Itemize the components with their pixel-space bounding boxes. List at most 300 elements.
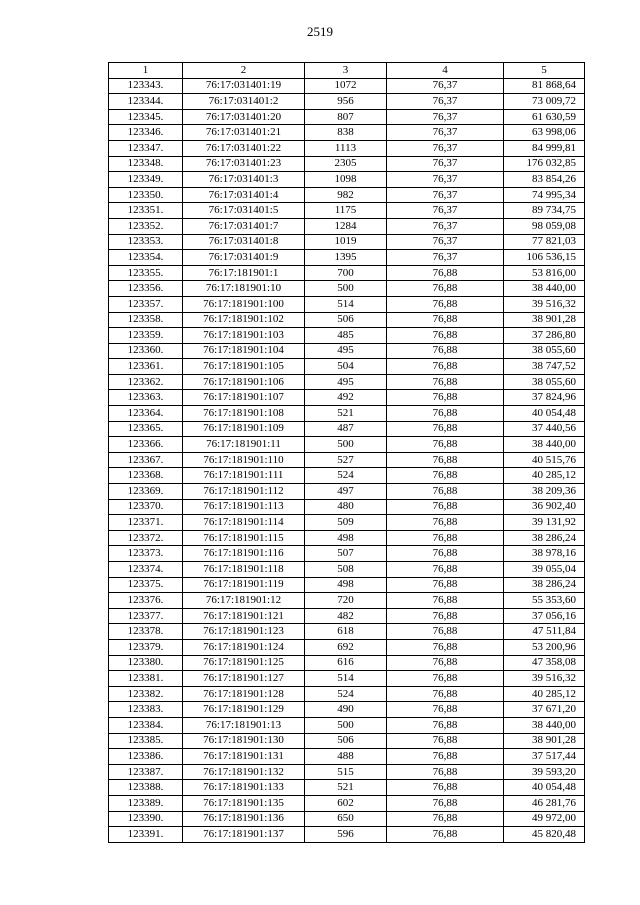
table-cell-col4: 76,88 (387, 639, 504, 655)
table-cell-col5: 38 055,60 (504, 343, 585, 359)
table-row (109, 717, 585, 733)
table-cell-col5: 40 285,12 (504, 468, 585, 484)
table-cell-col5: 38 901,28 (504, 733, 585, 749)
column-header-3: 3 (305, 63, 387, 79)
table-row (109, 343, 585, 359)
table-row (109, 608, 585, 624)
table-cell-col2: 76:17:031401:4 (183, 187, 305, 203)
table-row (109, 562, 585, 578)
table-cell-col4: 76,88 (387, 468, 504, 484)
table-row (109, 749, 585, 765)
table-cell-col1: 123364. (109, 406, 183, 422)
table-cell-col5: 39 055,04 (504, 562, 585, 578)
table-cell-col3: 515 (305, 764, 387, 780)
table-cell-col5: 49 972,00 (504, 811, 585, 827)
table-row (109, 312, 585, 328)
table-row (109, 234, 585, 250)
table-cell-col5: 47 358,08 (504, 655, 585, 671)
table-cell-col2: 76:17:181901:124 (183, 639, 305, 655)
table-cell-col4: 76,88 (387, 546, 504, 562)
table-cell-col3: 500 (305, 281, 387, 297)
table-cell-col2: 76:17:181901:107 (183, 390, 305, 406)
table-row (109, 296, 585, 312)
table-cell-col4: 76,88 (387, 515, 504, 531)
table-cell-col2: 76:17:181901:10 (183, 281, 305, 297)
table-cell-col5: 38 055,60 (504, 374, 585, 390)
table-cell-col3: 485 (305, 328, 387, 344)
table-cell-col5: 38 440,00 (504, 281, 585, 297)
table-cell-col4: 76,37 (387, 94, 504, 110)
table-row (109, 639, 585, 655)
table-cell-col5: 46 281,76 (504, 795, 585, 811)
table-cell-col3: 500 (305, 437, 387, 453)
table-cell-col1: 123348. (109, 156, 183, 172)
table-row (109, 780, 585, 796)
table-cell-col2: 76:17:181901:118 (183, 562, 305, 578)
table-cell-col3: 1175 (305, 203, 387, 219)
table-cell-col3: 1098 (305, 172, 387, 188)
table-cell-col2: 76:17:181901:137 (183, 827, 305, 843)
table-row (109, 218, 585, 234)
table-cell-col5: 89 734,75 (504, 203, 585, 219)
table-row (109, 827, 585, 843)
table-row (109, 94, 585, 110)
table-cell-col1: 123379. (109, 639, 183, 655)
table-cell-col5: 40 285,12 (504, 686, 585, 702)
table-cell-col1: 123358. (109, 312, 183, 328)
table-cell-col4: 76,88 (387, 655, 504, 671)
table-cell-col4: 76,37 (387, 156, 504, 172)
table-cell-col2: 76:17:181901:115 (183, 530, 305, 546)
table-cell-col4: 76,37 (387, 218, 504, 234)
table-cell-col1: 123356. (109, 281, 183, 297)
table-cell-col2: 76:17:181901:127 (183, 671, 305, 687)
table-cell-col5: 84 999,81 (504, 140, 585, 156)
table-cell-col1: 123382. (109, 686, 183, 702)
table-cell-col1: 123383. (109, 702, 183, 718)
table-cell-col5: 37 671,20 (504, 702, 585, 718)
table-cell-col3: 692 (305, 639, 387, 655)
table-cell-col4: 76,88 (387, 593, 504, 609)
table-cell-col1: 123355. (109, 265, 183, 281)
table-cell-col3: 720 (305, 593, 387, 609)
table-row (109, 546, 585, 562)
table-row (109, 78, 585, 94)
table-row (109, 328, 585, 344)
table-cell-col3: 602 (305, 795, 387, 811)
table-cell-col4: 76,88 (387, 530, 504, 546)
table-cell-col3: 1284 (305, 218, 387, 234)
table-cell-col2: 76:17:181901:105 (183, 359, 305, 375)
table-cell-col5: 45 820,48 (504, 827, 585, 843)
table-cell-col1: 123378. (109, 624, 183, 640)
table-row (109, 624, 585, 640)
table-cell-col5: 61 630,59 (504, 109, 585, 125)
data-table (108, 62, 585, 843)
table-cell-col3: 495 (305, 374, 387, 390)
table-cell-col5: 77 821,03 (504, 234, 585, 250)
table-cell-col2: 76:17:031401:23 (183, 156, 305, 172)
table-cell-col3: 700 (305, 265, 387, 281)
table-cell-col5: 73 009,72 (504, 94, 585, 110)
table-cell-col4: 76,37 (387, 203, 504, 219)
table-cell-col3: 495 (305, 343, 387, 359)
table-row (109, 390, 585, 406)
page-number: 2519 (307, 24, 333, 39)
table-cell-col5: 38 440,00 (504, 717, 585, 733)
column-header-5: 5 (504, 63, 585, 79)
table-cell-col2: 76:17:181901:111 (183, 468, 305, 484)
table-cell-col5: 39 516,32 (504, 671, 585, 687)
table-cell-col1: 123349. (109, 172, 183, 188)
table-cell-col4: 76,37 (387, 250, 504, 266)
table-cell-col2: 76:17:181901:12 (183, 593, 305, 609)
table-cell-col3: 1395 (305, 250, 387, 266)
table-cell-col1: 123384. (109, 717, 183, 733)
table-cell-col2: 76:17:031401:8 (183, 234, 305, 250)
table-cell-col3: 497 (305, 484, 387, 500)
table-cell-col2: 76:17:031401:20 (183, 109, 305, 125)
table-cell-col3: 500 (305, 717, 387, 733)
table-row (109, 281, 585, 297)
table-row (109, 156, 585, 172)
table-cell-col2: 76:17:181901:13 (183, 717, 305, 733)
table-cell-col5: 36 902,40 (504, 499, 585, 515)
table-row (109, 686, 585, 702)
table-cell-col3: 616 (305, 655, 387, 671)
table-cell-col4: 76,88 (387, 359, 504, 375)
table-cell-col5: 176 032,85 (504, 156, 585, 172)
table-cell-col1: 123343. (109, 78, 183, 94)
table-cell-col3: 480 (305, 499, 387, 515)
table-cell-col5: 98 059,08 (504, 218, 585, 234)
table-cell-col4: 76,88 (387, 406, 504, 422)
table-cell-col3: 1019 (305, 234, 387, 250)
table-cell-col2: 76:17:181901:135 (183, 795, 305, 811)
table-cell-col2: 76:17:031401:3 (183, 172, 305, 188)
table-cell-col3: 650 (305, 811, 387, 827)
table-row (109, 702, 585, 718)
table-cell-col4: 76,88 (387, 749, 504, 765)
table-cell-col5: 38 901,28 (504, 312, 585, 328)
table-cell-col4: 76,88 (387, 702, 504, 718)
table-cell-col2: 76:17:181901:110 (183, 452, 305, 468)
table-cell-col3: 487 (305, 421, 387, 437)
table-cell-col4: 76,88 (387, 795, 504, 811)
table-cell-col4: 76,88 (387, 562, 504, 578)
table-cell-col3: 838 (305, 125, 387, 141)
table-cell-col4: 76,88 (387, 733, 504, 749)
table-row (109, 250, 585, 266)
table-cell-col2: 76:17:181901:104 (183, 343, 305, 359)
table-cell-col3: 488 (305, 749, 387, 765)
table-cell-col4: 76,37 (387, 187, 504, 203)
table-cell-col3: 982 (305, 187, 387, 203)
table-cell-col2: 76:17:031401:22 (183, 140, 305, 156)
table-cell-col1: 123357. (109, 296, 183, 312)
table-cell-col3: 508 (305, 562, 387, 578)
table-cell-col4: 76,88 (387, 608, 504, 624)
table-cell-col4: 76,37 (387, 234, 504, 250)
table-cell-col1: 123351. (109, 203, 183, 219)
table-row (109, 655, 585, 671)
table-cell-col4: 76,88 (387, 452, 504, 468)
table-cell-col5: 38 286,24 (504, 577, 585, 593)
table-cell-col5: 53 816,00 (504, 265, 585, 281)
table-cell-col2: 76:17:181901:123 (183, 624, 305, 640)
table-cell-col2: 76:17:181901:108 (183, 406, 305, 422)
table-cell-col2: 76:17:031401:21 (183, 125, 305, 141)
table-cell-col3: 521 (305, 780, 387, 796)
table-cell-col1: 123373. (109, 546, 183, 562)
header-row (109, 63, 585, 79)
table-cell-col2: 76:17:181901:121 (183, 608, 305, 624)
table-cell-col4: 76,88 (387, 624, 504, 640)
table-cell-col3: 807 (305, 109, 387, 125)
table-cell-col1: 123374. (109, 562, 183, 578)
table-cell-col4: 76,88 (387, 686, 504, 702)
table-cell-col1: 123361. (109, 359, 183, 375)
table-cell-col2: 76:17:181901:130 (183, 733, 305, 749)
table-cell-col2: 76:17:181901:109 (183, 421, 305, 437)
table-cell-col3: 482 (305, 608, 387, 624)
table-cell-col3: 507 (305, 546, 387, 562)
table-cell-col5: 40 054,48 (504, 406, 585, 422)
table-cell-col4: 76,88 (387, 780, 504, 796)
table-cell-col4: 76,88 (387, 717, 504, 733)
table-cell-col4: 76,88 (387, 281, 504, 297)
table-cell-col1: 123360. (109, 343, 183, 359)
table-cell-col1: 123347. (109, 140, 183, 156)
table-cell-col1: 123365. (109, 421, 183, 437)
table-cell-col3: 504 (305, 359, 387, 375)
column-header-2: 2 (183, 63, 305, 79)
table-row (109, 187, 585, 203)
table-cell-col5: 74 995,34 (504, 187, 585, 203)
table-cell-col5: 106 536,15 (504, 250, 585, 266)
table-cell-col5: 53 200,96 (504, 639, 585, 655)
table-cell-col1: 123371. (109, 515, 183, 531)
table-cell-col4: 76,88 (387, 328, 504, 344)
table-cell-col1: 123387. (109, 764, 183, 780)
table-cell-col3: 509 (305, 515, 387, 531)
table-row (109, 374, 585, 390)
table-cell-col1: 123385. (109, 733, 183, 749)
table-cell-col1: 123389. (109, 795, 183, 811)
table-cell-col5: 40 054,48 (504, 780, 585, 796)
table-row (109, 593, 585, 609)
table-cell-col3: 514 (305, 296, 387, 312)
table-cell-col4: 76,88 (387, 437, 504, 453)
table-cell-col2: 76:17:031401:19 (183, 78, 305, 94)
table-cell-col2: 76:17:181901:102 (183, 312, 305, 328)
table-cell-col3: 498 (305, 530, 387, 546)
column-header-1: 1 (109, 63, 183, 79)
table-cell-col3: 524 (305, 468, 387, 484)
table-cell-col3: 492 (305, 390, 387, 406)
table-cell-col1: 123352. (109, 218, 183, 234)
table-cell-col1: 123380. (109, 655, 183, 671)
table-cell-col5: 38 286,24 (504, 530, 585, 546)
table-row (109, 795, 585, 811)
table-row (109, 359, 585, 375)
table-cell-col3: 596 (305, 827, 387, 843)
table-cell-col4: 76,37 (387, 172, 504, 188)
table-cell-col5: 38 209,36 (504, 484, 585, 500)
table-row (109, 515, 585, 531)
table-row (109, 203, 585, 219)
table-cell-col3: 514 (305, 671, 387, 687)
table-cell-col3: 1072 (305, 78, 387, 94)
table-cell-col2: 76:17:181901:128 (183, 686, 305, 702)
table-cell-col4: 76,88 (387, 296, 504, 312)
table-cell-col1: 123390. (109, 811, 183, 827)
table-row (109, 125, 585, 141)
table-cell-col2: 76:17:181901:129 (183, 702, 305, 718)
table-row (109, 109, 585, 125)
table-cell-col4: 76,88 (387, 312, 504, 328)
column-header-4: 4 (387, 63, 504, 79)
table-cell-col1: 123346. (109, 125, 183, 141)
table-cell-col2: 76:17:181901:131 (183, 749, 305, 765)
table-cell-col4: 76,88 (387, 374, 504, 390)
table-cell-col5: 39 593,20 (504, 764, 585, 780)
table-cell-col3: 524 (305, 686, 387, 702)
table-cell-col5: 37 824,96 (504, 390, 585, 406)
table-row (109, 468, 585, 484)
table-row (109, 452, 585, 468)
table-cell-col5: 47 511,84 (504, 624, 585, 640)
table-row (109, 484, 585, 500)
table-cell-col5: 37 056,16 (504, 608, 585, 624)
table-cell-col4: 76,88 (387, 671, 504, 687)
table-cell-col2: 76:17:181901:103 (183, 328, 305, 344)
table-cell-col3: 2305 (305, 156, 387, 172)
table-cell-col3: 1113 (305, 140, 387, 156)
table-cell-col5: 38 747,52 (504, 359, 585, 375)
table-cell-col4: 76,88 (387, 343, 504, 359)
table-cell-col1: 123386. (109, 749, 183, 765)
table-cell-col3: 521 (305, 406, 387, 422)
table-cell-col1: 123388. (109, 780, 183, 796)
table-cell-col1: 123375. (109, 577, 183, 593)
table-cell-col1: 123368. (109, 468, 183, 484)
table-cell-col4: 76,88 (387, 499, 504, 515)
table-cell-col3: 956 (305, 94, 387, 110)
table-cell-col2: 76:17:181901:116 (183, 546, 305, 562)
table-cell-col3: 506 (305, 733, 387, 749)
table-cell-col2: 76:17:181901:113 (183, 499, 305, 515)
table-cell-col5: 38 440,00 (504, 437, 585, 453)
table-cell-col5: 81 868,64 (504, 78, 585, 94)
table-cell-col5: 39 516,32 (504, 296, 585, 312)
table-cell-col1: 123345. (109, 109, 183, 125)
table-cell-col3: 490 (305, 702, 387, 718)
table-cell-col4: 76,88 (387, 390, 504, 406)
table-row (109, 421, 585, 437)
table-row (109, 530, 585, 546)
table-cell-col2: 76:17:031401:7 (183, 218, 305, 234)
table-row (109, 764, 585, 780)
table-cell-col5: 83 854,26 (504, 172, 585, 188)
table-cell-col2: 76:17:181901:125 (183, 655, 305, 671)
table-cell-col2: 76:17:181901:1 (183, 265, 305, 281)
table-cell-col1: 123366. (109, 437, 183, 453)
table-cell-col1: 123372. (109, 530, 183, 546)
table-cell-col5: 63 998,06 (504, 125, 585, 141)
table-cell-col3: 618 (305, 624, 387, 640)
table-cell-col4: 76,88 (387, 827, 504, 843)
table-cell-col5: 37 286,80 (504, 328, 585, 344)
table-cell-col3: 498 (305, 577, 387, 593)
table-row (109, 733, 585, 749)
table-cell-col4: 76,37 (387, 125, 504, 141)
table-cell-col5: 37 440,56 (504, 421, 585, 437)
table-cell-col5: 37 517,44 (504, 749, 585, 765)
table-cell-col1: 123362. (109, 374, 183, 390)
table-cell-col3: 527 (305, 452, 387, 468)
table-cell-col1: 123353. (109, 234, 183, 250)
table-row (109, 811, 585, 827)
table-cell-col4: 76,37 (387, 109, 504, 125)
table-cell-col2: 76:17:181901:119 (183, 577, 305, 593)
table-cell-col2: 76:17:181901:132 (183, 764, 305, 780)
table-cell-col1: 123344. (109, 94, 183, 110)
table-cell-col1: 123354. (109, 250, 183, 266)
table-cell-col2: 76:17:031401:9 (183, 250, 305, 266)
table-cell-col1: 123350. (109, 187, 183, 203)
table-cell-col1: 123359. (109, 328, 183, 344)
table-cell-col2: 76:17:181901:112 (183, 484, 305, 500)
table-cell-col2: 76:17:181901:136 (183, 811, 305, 827)
table-cell-col3: 506 (305, 312, 387, 328)
table-cell-col5: 39 131,92 (504, 515, 585, 531)
table-row (109, 577, 585, 593)
table-row (109, 265, 585, 281)
table-cell-col1: 123381. (109, 671, 183, 687)
table-cell-col1: 123376. (109, 593, 183, 609)
table-cell-col4: 76,88 (387, 811, 504, 827)
table-cell-col2: 76:17:181901:114 (183, 515, 305, 531)
table-cell-col2: 76:17:031401:2 (183, 94, 305, 110)
table-row (109, 499, 585, 515)
table-cell-col5: 55 353,60 (504, 593, 585, 609)
table-cell-col2: 76:17:181901:11 (183, 437, 305, 453)
table-cell-col5: 40 515,76 (504, 452, 585, 468)
table-cell-col1: 123391. (109, 827, 183, 843)
table-cell-col5: 38 978,16 (504, 546, 585, 562)
table-cell-col2: 76:17:181901:100 (183, 296, 305, 312)
table-cell-col4: 76,88 (387, 484, 504, 500)
table-cell-col2: 76:17:181901:106 (183, 374, 305, 390)
table-cell-col4: 76,88 (387, 577, 504, 593)
table-row (109, 172, 585, 188)
table-row (109, 406, 585, 422)
table-cell-col4: 76,88 (387, 421, 504, 437)
table-cell-col4: 76,37 (387, 78, 504, 94)
table-row (109, 437, 585, 453)
table-cell-col1: 123369. (109, 484, 183, 500)
table-row (109, 140, 585, 156)
table-cell-col1: 123370. (109, 499, 183, 515)
table-row (109, 671, 585, 687)
table-cell-col1: 123367. (109, 452, 183, 468)
table-cell-col1: 123363. (109, 390, 183, 406)
table-cell-col4: 76,37 (387, 140, 504, 156)
table-cell-col4: 76,88 (387, 764, 504, 780)
table-cell-col1: 123377. (109, 608, 183, 624)
table-cell-col2: 76:17:031401:5 (183, 203, 305, 219)
